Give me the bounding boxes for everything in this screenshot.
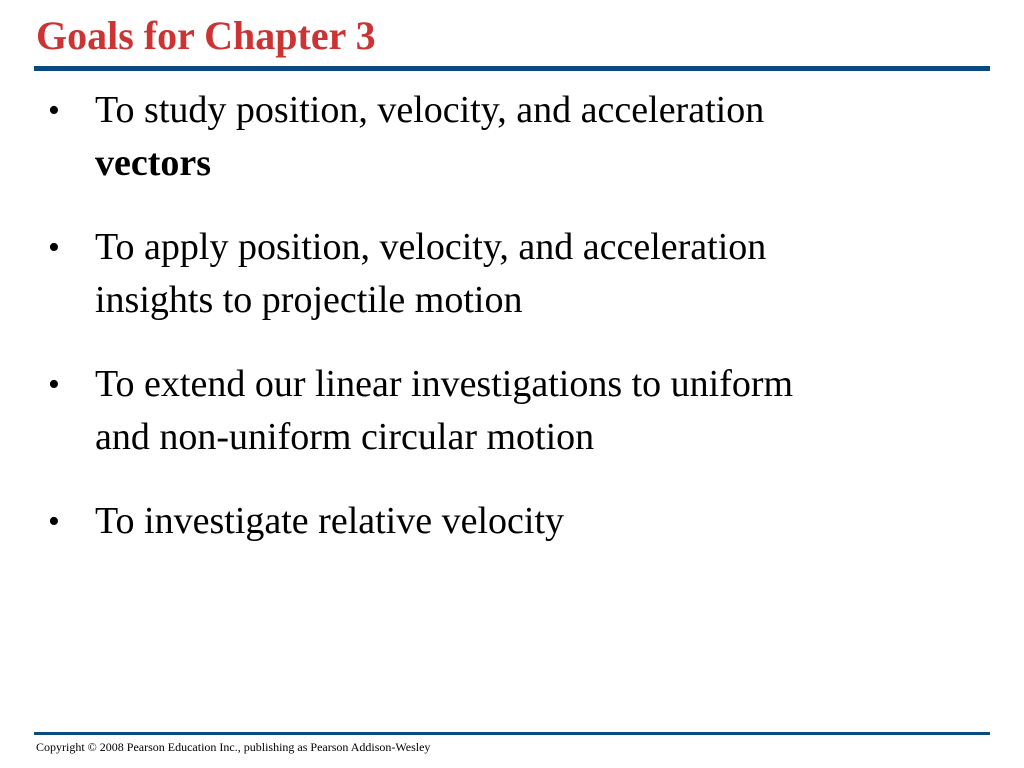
goal-item [0, 84, 1024, 190]
goal-text: To study position, velocity, and acceleration [95, 89, 765, 131]
goal-item [0, 495, 1024, 548]
goal-text: and non-uniform circular motion [95, 416, 595, 458]
bullet-icon: • [48, 366, 60, 403]
bullet-icon: • [48, 92, 60, 129]
copyright-footer: Copyright © 2008 Pearson Education Inc., publishing as Pearson Addison-Wesley [36, 740, 431, 754]
goals-list [0, 84, 1024, 579]
bullet-icon: • [48, 503, 60, 540]
slide-title: Goals for Chapter 3 [36, 13, 376, 58]
goal-text: To apply position, velocity, and acceleration [95, 226, 767, 268]
goal-text: To investigate relative velocity [95, 500, 565, 542]
goal-item [0, 358, 1024, 464]
goal-item [0, 221, 1024, 327]
title-divider [34, 66, 990, 71]
goal-text: insights to projectile motion [95, 279, 523, 321]
goal-text-emphasis: vectors [95, 142, 212, 184]
footer-divider [34, 732, 990, 735]
goal-text: To extend our linear investigations to uniform [95, 363, 794, 405]
bullet-icon: • [48, 229, 60, 266]
